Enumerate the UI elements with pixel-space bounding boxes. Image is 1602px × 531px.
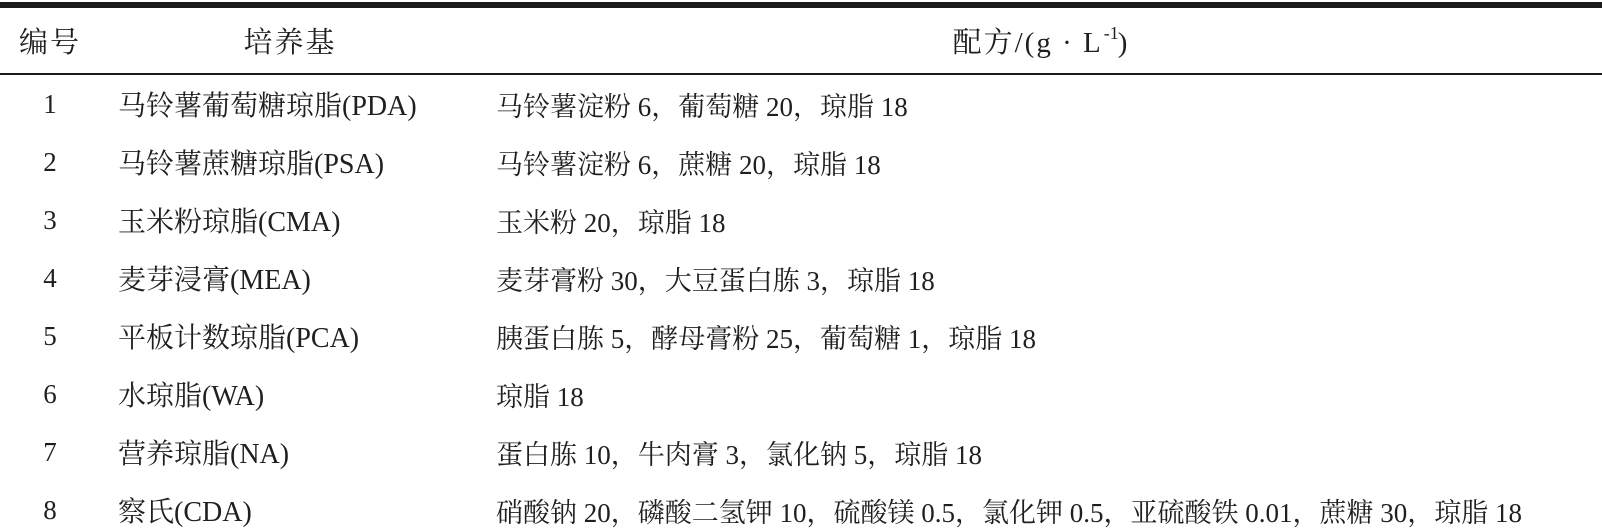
table-row (0, 423, 1602, 481)
row-number: 7 (43, 436, 57, 467)
header-formula-superscript: -1 (1103, 23, 1119, 44)
header-id: 编号 (0, 5, 100, 74)
table-row (0, 191, 1602, 249)
table-row (0, 249, 1602, 307)
header-medium: 培养基 (100, 5, 480, 74)
header-formula (480, 5, 1602, 74)
medium-name: 麦芽浸膏(MEA) (118, 265, 311, 296)
row-number: 3 (43, 204, 57, 235)
row-number: 4 (43, 262, 57, 293)
row-number: 1 (43, 88, 57, 119)
table-row (0, 365, 1602, 423)
table-row (0, 133, 1602, 191)
header-row (0, 5, 1602, 74)
header-formula-pre: 配方/(g · L (952, 27, 1103, 59)
medium-name: 马铃薯葡萄糖琼脂(PDA) (118, 91, 417, 122)
medium-name: 马铃薯蔗糖琼脂(PSA) (118, 149, 385, 180)
table-row (0, 481, 1602, 531)
table-row (0, 74, 1602, 133)
table-row (0, 307, 1602, 365)
medium-name: 察氏(CDA) (118, 497, 252, 528)
row-number: 2 (43, 146, 57, 177)
medium-name: 营养琼脂(NA) (118, 439, 290, 470)
medium-formula: 麦芽膏粉 30，大豆蛋白胨 3，琼脂 18 (496, 265, 935, 296)
row-number: 6 (43, 378, 57, 409)
header-formula-post: ) (1117, 27, 1130, 59)
medium-name: 玉米粉琼脂(CMA) (118, 207, 341, 238)
medium-name: 平板计数琼脂(PCA) (118, 323, 360, 354)
medium-name: 水琼脂(WA) (118, 381, 265, 412)
media-table (0, 2, 1602, 531)
medium-formula: 马铃薯淀粉 6，蔗糖 20，琼脂 18 (496, 149, 881, 180)
row-number: 8 (43, 494, 57, 525)
medium-formula: 蛋白胨 10，牛肉膏 3，氯化钠 5，琼脂 18 (496, 439, 982, 470)
medium-formula: 胰蛋白胨 5，酵母膏粉 25，葡萄糖 1，琼脂 18 (496, 323, 1036, 354)
row-number: 5 (43, 320, 57, 351)
medium-formula: 琼脂 18 (496, 381, 584, 412)
medium-formula: 硝酸钠 20，磷酸二氢钾 10，硫酸镁 0.5，氯化钾 0.5，亚硫酸铁 0.01，蔗糖 30，琼脂 18 (496, 497, 1522, 528)
medium-formula: 马铃薯淀粉 6，葡萄糖 20，琼脂 18 (496, 91, 908, 122)
medium-formula: 玉米粉 20，琼脂 18 (496, 207, 726, 238)
